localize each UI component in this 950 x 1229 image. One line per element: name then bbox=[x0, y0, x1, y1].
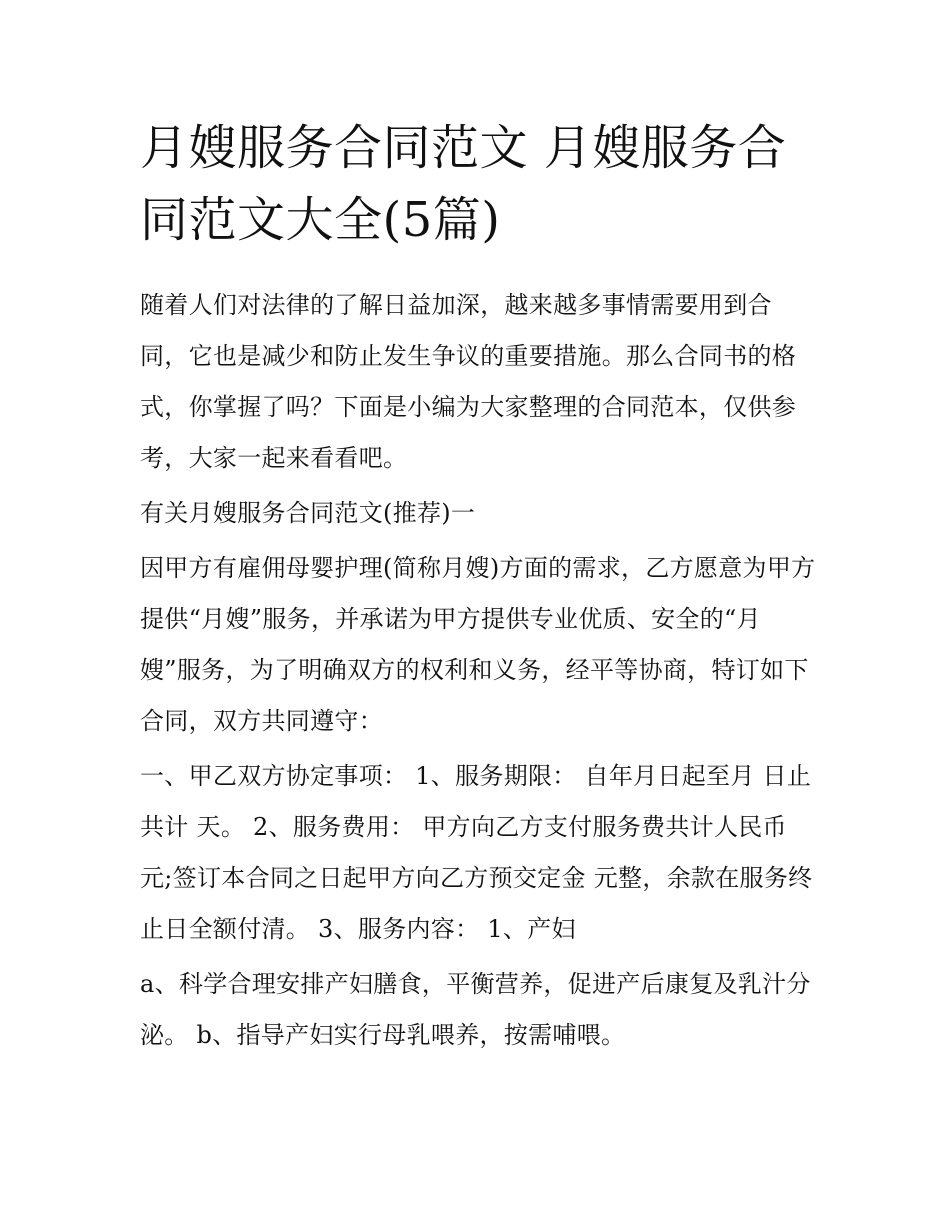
document-body bbox=[140, 280, 820, 1065]
section-heading: 有关月嫂服务合同范文(推荐)一 bbox=[140, 499, 476, 527]
preamble-paragraph: 因甲方有雇佣母婴护理(简称月嫂)方面的需求，乙方愿意为甲方提供“月嫂”服务，并承诺为甲方提供专业优质、安全的“月嫂”服务，为了明确双方的权利和义务，经平等协商，特订如下合同，双方共同遵守： bbox=[140, 554, 816, 735]
fee-paragraph: 元;签订本合同之日起甲方向乙方预交定金 元整，余款在服务终止日全额付清。 3、服务内容： 1、产妇 bbox=[140, 864, 813, 943]
terms-paragraph: 一、甲乙双方协定事项： 1、服务期限： 自年月日起至月 日止共计 天。 2、服务费用： 甲方向乙方支付服务费共计人民币 bbox=[140, 762, 812, 841]
document-title: 月嫂服务合同范文 月嫂服务合同范文大全(5篇) bbox=[140, 120, 787, 248]
services-paragraph: a、科学合理安排产妇膳食，平衡营养，促进产后康复及乳汁分泌。 b、指导产妇实行母乳喂养，按需哺喂。 bbox=[140, 970, 811, 1049]
intro-paragraph: 随着人们对法律的了解日益加深，越来越多事情需要用到合同，它也是减少和防止发生争议的重要措施。那么合同书的格式，你掌握了吗？下面是小编为大家整理的合同范本，仅供参考，大家一起来看看吧。 bbox=[140, 291, 797, 472]
